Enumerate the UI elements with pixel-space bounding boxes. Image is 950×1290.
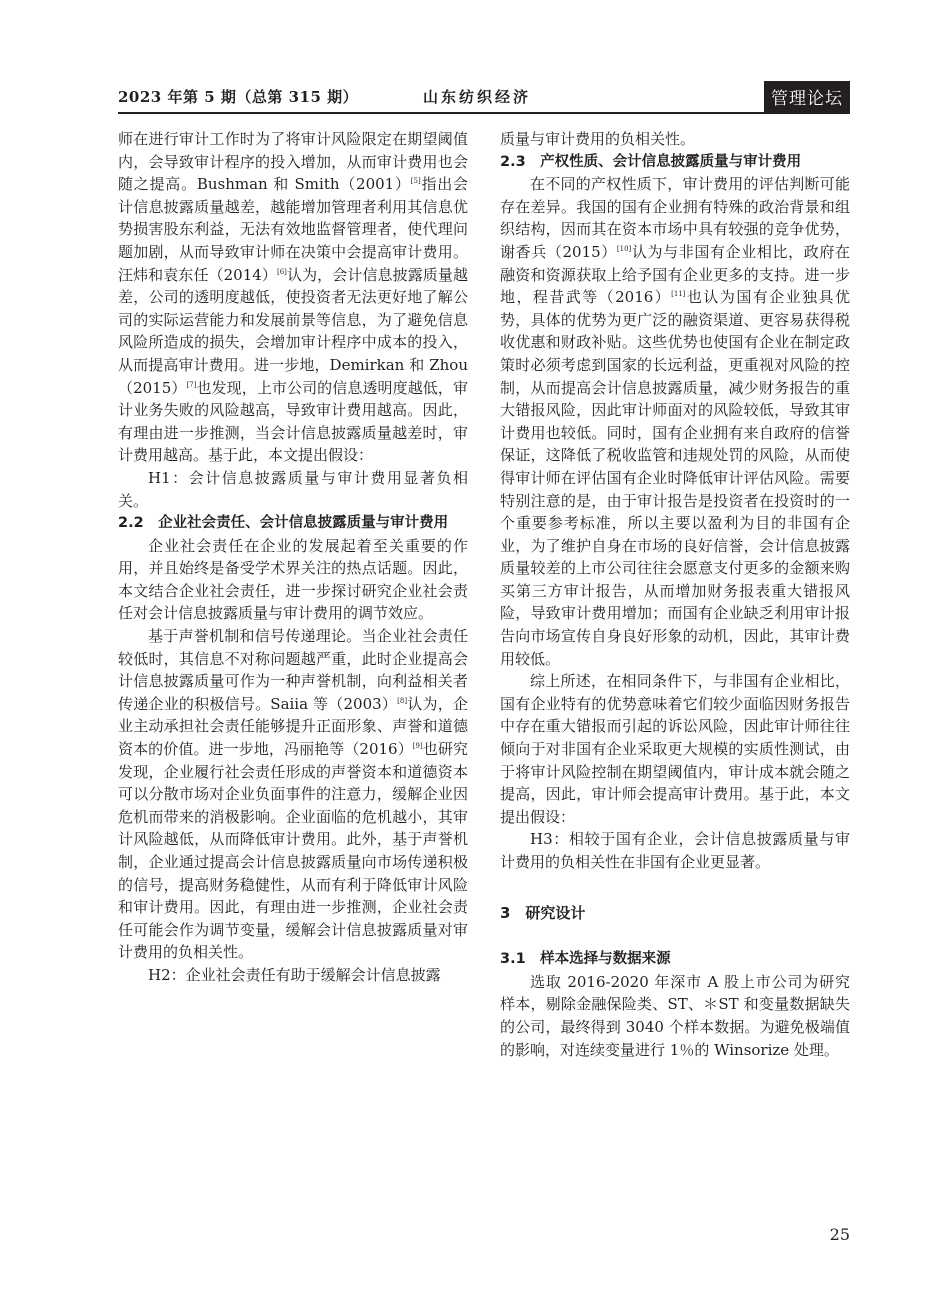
paragraph: 基于声誉机制和信号传递理论。当企业社会责任较低时，其信息不对称问题越严重，此时企业提高会计信息披露质量可作为一种声誉机制，向利益相关者传递企业的积极信号。Saiia 等（2003）[8]认为，企业主动承担社会责任能够提升正面形象、声誉和道德资本的价值。进一步地，冯丽艳等（2016）[9]也研究发现，企业履行社会责任形成的声誉资本和道德资本可以分散市场对企业负面事件的注意力，缓解企业因危机而带来的消极影响。企业面临的危机越小，其审计风险越低，从而降低审计费用。此外，基于声誉机制，企业通过提高会计信息披露质量向市场传递积极的信号，提高财务稳健性，从而有利于降低审计风险和审计费用。因此，有理由进一步推测，企业社会责任可能会作为调节变量，缓解会计信息披露质量对审计费用的负相关性。: [118, 627, 468, 962]
citation: [8]: [397, 696, 408, 705]
issue-info: 2023 年第 5 期（总第 315 期）: [118, 88, 359, 106]
page-header: [118, 80, 850, 112]
section-heading-2-3: 2.3 产权性质、会计信息披露质量与审计费用: [500, 153, 802, 170]
paragraph: 企业社会责任在企业的发展起着至关重要的作用，并且始终是备受学术界关注的热点话题。因此，本文结合企业社会责任，进一步探讨研究企业社会责任对会计信息披露质量与审计费用的调节效应。: [118, 536, 468, 623]
citation: [9]: [412, 742, 423, 751]
section-badge: 管理论坛: [764, 81, 850, 113]
section-heading-3-1: 3.1 样本选择与数据来源: [500, 951, 671, 968]
citation: [5]: [410, 177, 421, 186]
citation: [6]: [276, 267, 287, 276]
paragraph-continuation: 质量与审计费用的负相关性。: [500, 130, 696, 148]
page-number: 25: [829, 1225, 850, 1244]
paragraph: 综上所述，在相同条件下，与非国有企业相比，国有企业特有的优势意味着它们较少面临因财务报告中存在重大错报而引起的诉讼风险，因此审计师往往倾向于对非国有企业采取更大规模的实质性测试，由于将审计风险控制在期望阈值内，审计成本就会随之提高，因此，审计师会提高审计费用。基于此，本文提出假设：: [500, 672, 850, 826]
journal-name: 山东纺织经济: [423, 88, 532, 106]
citation: [10]: [616, 244, 632, 253]
hypothesis-h2: H2：企业社会责任有助于缓解会计信息披露: [148, 965, 441, 984]
hypothesis-h3: H3：相较于国有企业，会计信息披露质量与审计费用的负相关性在非国有企业更显著。: [500, 830, 850, 871]
citation: [7]: [186, 380, 197, 389]
paragraph: 在不同的产权性质下，审计费用的评估判断可能存在差异。我国的国有企业拥有特殊的政治背景和组织结构，因而其在资本市场中具有较强的竞争优势，谢香兵（2015）[10]认为与非国有企业相比，政府在融资和资源获取上给予国有企业更多的支持。进一步地，程昔武等（2016）[11]也认为国有企业独具优势，具体的优势为更广泛的融资渠道、更容易获得税收优惠和财政补贴。这些优势也使国有企业在制定政策时必须考虑到国家的长远利益，更重视对风险的控制，从而提高会计信息披露质量，减少财务报告的重大错报风险，因此审计师面对的风险较低，导致其审计费用也较低。同时，国有企业拥有来自政府的信誉保证，这降低了税收监管和违规处罚的风险，从而使得审计师在评估国有企业时降低审计评估风险。需要特别注意的是，由于审计报告是投资者在投资时的一个重要参考标准，所以主要以盈利为目的非国有企业，为了维护自身在市场的良好信誉，会计信息披露质量较差的上市公司往往会愿意支付更多的金额来购买第三方审计报告，从而增加财务报表重大错报风险，导致审计费用增加；而国有企业缺乏利用审计报告向市场宣传自身良好形象的动机，因此，其审计费用较低。: [500, 175, 850, 668]
section-heading-2-2: 2.2 企业社会责任、会计信息披露质量与审计费用: [118, 515, 449, 532]
citation: [11]: [671, 290, 686, 299]
section-heading-3: 3 研究设计: [500, 903, 586, 922]
paragraph: 师在进行审计工作时为了将审计风险限定在期望阈值内，会导致审计程序的投入增加，从而审计费用也会随之提高。Bushman 和 Smith（2001）[5]指出会计信息披露质量越差，越能增加管理者利用其信息优势损害股东利益，无法有效地监督管理者，使代理问题加剧，从而导致审计师在决策中会提高审计费用。汪炜和袁东任（2014）[6]认为，会计信息披露质量越差，公司的透明度越低，使投资者无法更好地了解公司的实际运营能力和发展前景等信息，为了避免信息风险所造成的损失，会增加审计程序中成本的投入，从而提高审计费用。进一步地，Demirkan 和 Zhou（2015）[7]也发现，上市公司的信息透明度越低，审计业务失败的风险越高，导致审计费用越高。因此，有理由进一步推测，当会计信息披露质量越差时，审计费用越高。基于此，本文提出假设：: [118, 130, 468, 465]
paragraph: 选取 2016-2020 年深市 A 股上市公司为研究样本，剔除金融保险类、ST、＊ST 和变量数据缺失的公司，最终得到 3040 个样本数据。为避免极端值的影响，对连续变量进行 1％的 Winsorize 处理。: [500, 972, 850, 1059]
left-column: [118, 128, 468, 987]
hypothesis-h1: H1：会计信息披露质量与审计费用显著负相关。: [118, 468, 468, 510]
header-rule: [118, 112, 850, 114]
right-column: [500, 128, 850, 1061]
